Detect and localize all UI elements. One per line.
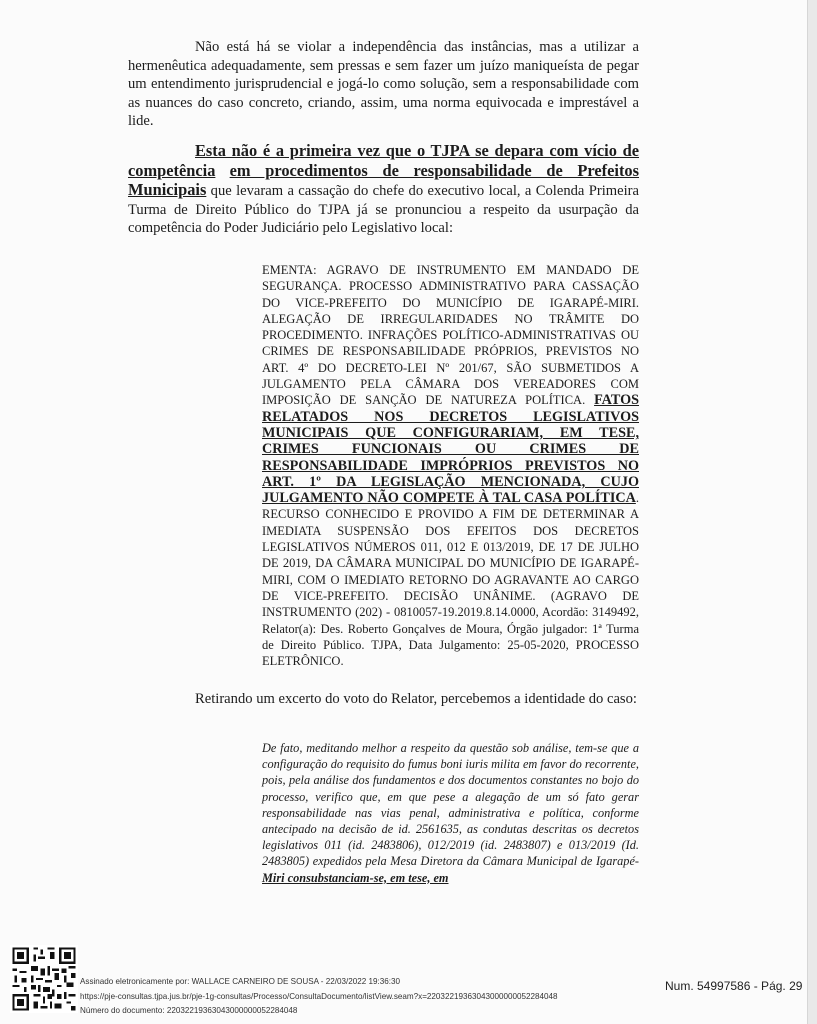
relator-excerpt [262,740,639,886]
paragraph-1 [128,38,639,131]
paragraph-2 [128,142,639,238]
paragraph-3 [128,690,639,709]
paragraph-1-text: Não está há se violar a independência das instâncias, mas a utilizar a hermenêutica adequadamente, sem pressas e sem fazer um juízo maniqueísta de pegar um entendimento jurisprudencial e jogá-lo como solução, sem a responsabilidade com as nuances do caso concreto, criando, assim, uma norma equivocada e imprestável a lide. [128,39,639,130]
ementa-quote [262,262,639,669]
page-edge [807,0,817,1024]
signature-line: Assinado eletronicamente por: WALLACE CARNEIRO DE SOUSA - 22/03/2022 19:36:30 [80,977,401,986]
ementa-text-b: . RECURSO CONHECIDO E PROVIDO A FIM DE DETERMINAR A IMEDIATA SUSPENSÃO DOS EFEITOS DOS DECRETOS LEGISLATIVOS NÚMEROS 011, 012 E 013/2019, DE 17 DE JULHO DE 2019, DA CÂMARA MUNICIPAL DO MUNICÍPIO DE IGARAPÉ-MIRI, COM O IMEDIATO RETORNO DO AGRAVANTE AO CARGO DE VICE-PREFEITO. DECISÃO UNÂNIME. (AGRAVO DE INSTRUMENTO (202) - 0810057-19.2019.8.14.0000, Acordão: 3149492, Relator(a): Des. Roberto Gonçalves de Moura, Órgão julgador: 1ª Turma de Direito Público. TJPA, Data Julgamento: 25-05-2020, PROCESSO ELETRÔNICO. [262,491,639,669]
paragraph-2-bold-b: em procedimentos de responsabilidade de Prefeitos Municipais [128,160,639,200]
qr-code-icon [10,945,78,1013]
relator-excerpt-text: De fato, meditando melhor a respeito da questão sob análise, tem-se que a configuração do requisito do fumus boni iuris milita em favor do recorrente, pois, pela análise dos fundamentos e dos documentos constantes no bojo do processo, verifico que, em que pese a alegação de um só fato gerar responsabilidade nas vias penal, administrativa e política, conforme antecipado na decisão de id. 2561635, as condutas descritas os decretos legislativos 011 (id. 2483806), 012/2019 (id. 2483807) e 013/2019 (Id. 2483805) expedidos pela Mesa Diretora da Câmara Municipal de Igarapé- [262,741,639,869]
page-number: Num. 54997586 - Pág. 29 [665,979,803,993]
paragraph-2-bold-a: Esta não é a primeira vez que o TJPA se depara com vício de competência [128,141,639,180]
ementa-bold: FATOS RELATADOS NOS DECRETOS LEGISLATIVOS MUNICIPAIS QUE CONFIGURARIAM, EM TESE, CRIMES FUNCIONAIS OU CRIMES DE RESPONSABILIDADE IMPRÓPRIOS PREVISTOS NO ART. 1º DA LEGISLAÇÃO MENCIONADA, CUJO JULGAMENTO NÃO COMPETE À TAL CASA POLÍTICA [262,392,639,507]
document-footer [0,940,817,1024]
document-url[interactable]: https://pje-consultas.tjpa.jus.br/pje-1g-consultas/Processo/ConsultaDocumento/listView.seam?x=22032219363043000000052284048 [80,992,558,1001]
paragraph-3-text: Retirando um excerto do voto do Relator, percebemos a identidade do caso: [195,691,637,707]
relator-excerpt-bold: Miri consubstanciam-se, em tese, em [262,870,449,885]
paragraph-2-rest: que levaram a cassação do chefe do executivo local, a Colenda Primeira Turma de Direito Público do TJPA já se pronunciou a respeito da usurpação da competência do Poder Judiciário pelo Legislativo local: [128,183,639,237]
document-number: Número do documento: 22032219363043000000052284048 [80,1006,298,1015]
ementa-text-a: EMENTA: AGRAVO DE INSTRUMENTO EM MANDADO DE SEGURANÇA. PROCESSO ADMINISTRATIVO PARA CASSAÇÃO DO VICE-PREFEITO DO MUNICÍPIO DE IGARAPÉ-MIRI. ALEGAÇÃO DE IRREGULARIDADES NO TRÂMITE DO PROCEDIMENTO. INFRAÇÕES POLÍTICO-ADMINISTRATIVAS OU CRIMES DE RESPONSABILIDADE PRÓPRIOS, PREVISTOS NO ART. 4º DO DECRETO-LEI Nº 201/67, SÃO SUBMETIDOS A JULGAMENTO PELA CÂMARA DOS VEREADORES COM IMPOSIÇÃO DE SANÇÃO DE NATUREZA POLÍTICA. [262,263,639,408]
